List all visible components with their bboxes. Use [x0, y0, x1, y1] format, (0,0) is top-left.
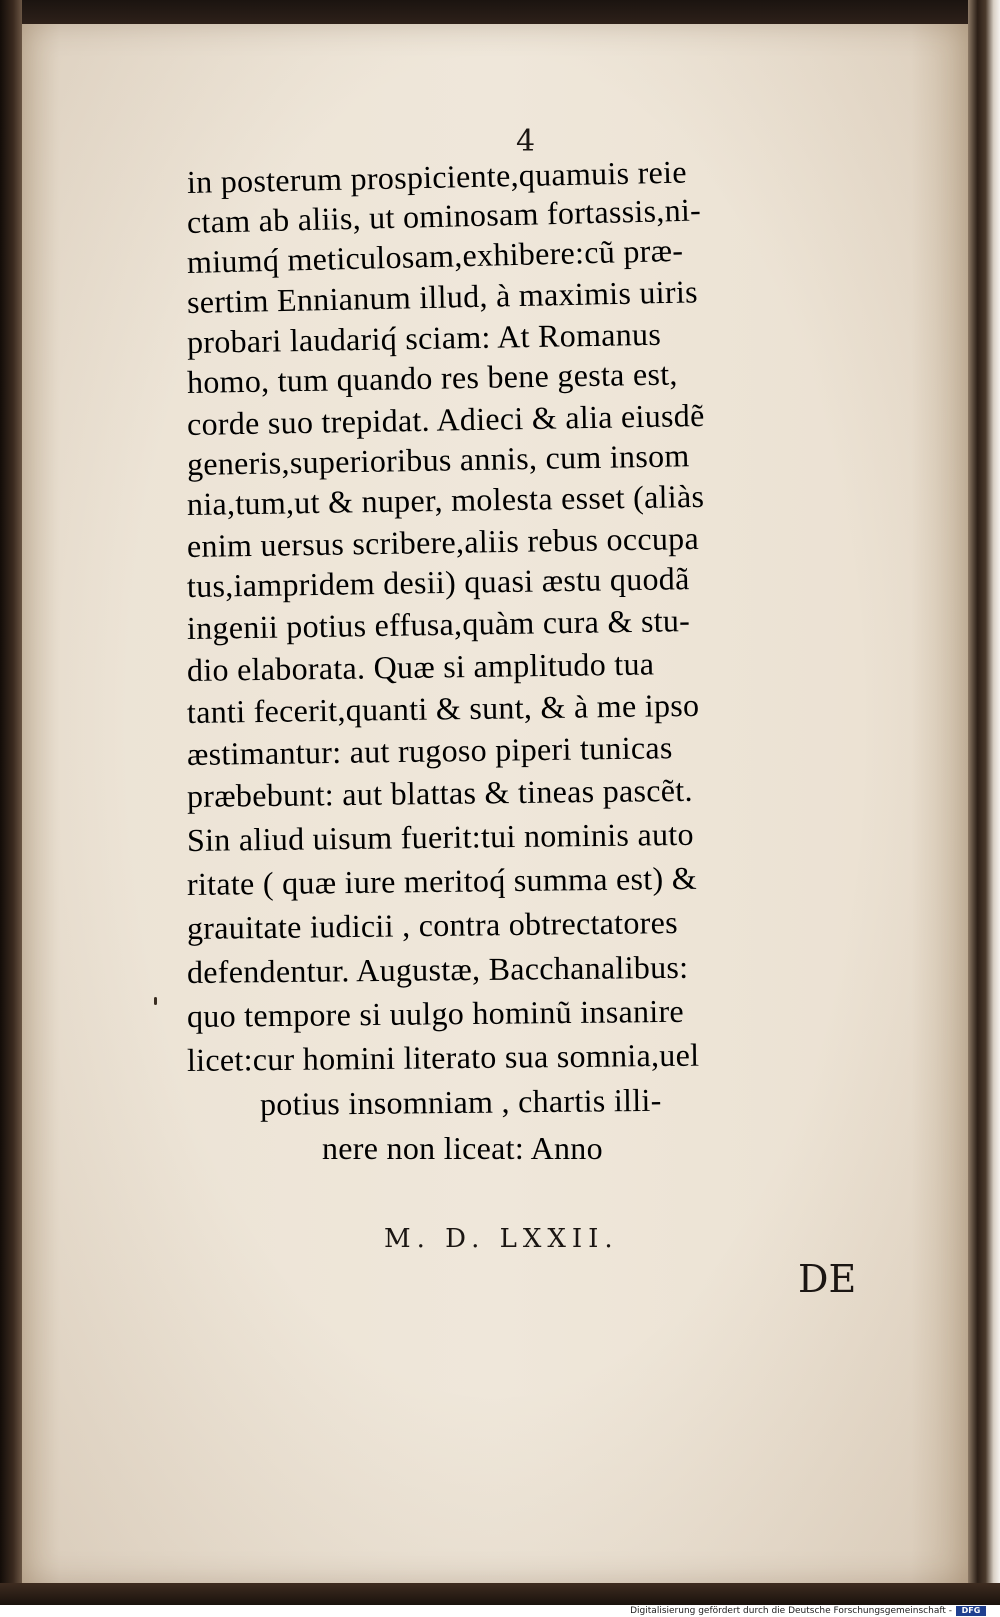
- text-line: ingenii potius effusa,quàm cura & stu-: [186, 602, 691, 646]
- text-line: ritate ( quæ iure meritoq́ summa est) &: [186, 859, 698, 902]
- scan-bottom-border: [0, 1583, 1000, 1605]
- text-line: potius insomniam , chartis illi-: [259, 1081, 662, 1122]
- text-line: enim uersus scribere,aliis rebus occupa: [186, 519, 700, 564]
- text-line: tus,iampridem desii) quasi æstu quodã: [186, 560, 690, 604]
- text-line: licet:cur homini literato sua somnia,uel: [186, 1036, 700, 1078]
- publication-year: M. D. LXXII.: [384, 1224, 619, 1254]
- paper-page: [22, 24, 968, 1583]
- text-line: dio elaborata. Quæ si amplitudo tua: [186, 645, 655, 688]
- catchword: DE: [798, 1257, 857, 1301]
- text-line: præbebunt: aut blattas & tineas pascẽt.: [186, 771, 693, 814]
- dfg-logo: DFG: [956, 1606, 986, 1616]
- text-line: ctam ab aliis, ut ominosam fortassis,ni-: [186, 191, 702, 240]
- book-spine-edge: [0, 0, 22, 1605]
- text-line: homo, tum quando res bene gesta est,: [186, 355, 678, 400]
- text-line: sertim Ennianum illud, à maximis uiris: [186, 273, 699, 320]
- text-line: miumq́ meticulosam,exhibere:cũ præ-: [186, 231, 684, 280]
- text-line: generis,superioribus annis, cum insom: [186, 437, 690, 482]
- page-fore-edge: [968, 0, 1000, 1605]
- text-line: probari laudariq́ sciam: At Romanus: [186, 315, 662, 360]
- text-line: quo tempore si uulgo hominũ insanire: [186, 992, 685, 1034]
- text-line: nere non liceat: Anno: [322, 1130, 603, 1166]
- text-line: grauitate iudicii , contra obtrectatores: [186, 904, 679, 946]
- text-line: Sin aliud uisum fuerit:tui nominis auto: [186, 815, 694, 858]
- page-number: 4: [516, 124, 536, 159]
- digitization-footer: [0, 1605, 1000, 1617]
- ink-speck: [154, 997, 157, 1005]
- scan-top-border: [0, 0, 1000, 24]
- text-line: nia,tum,ut & nuper, molesta esset (aliàs: [186, 477, 705, 522]
- text-line: corde suo trepidat. Adieci & alia eiusdẽ: [186, 396, 705, 442]
- text-line: defendentur. Augustæ, Bacchanalibus:: [186, 948, 689, 990]
- text-line: in posterum prospiciente,quamuis reie: [186, 153, 688, 200]
- text-line: tanti fecerit,quanti & sunt, & à me ipso: [186, 686, 700, 730]
- footer-credit: Digitalisierung gefördert durch die Deutsche Forschungsgemeinschaft -: [630, 1606, 952, 1616]
- text-line: æstimantur: aut rugoso piperi tunicas: [186, 729, 673, 772]
